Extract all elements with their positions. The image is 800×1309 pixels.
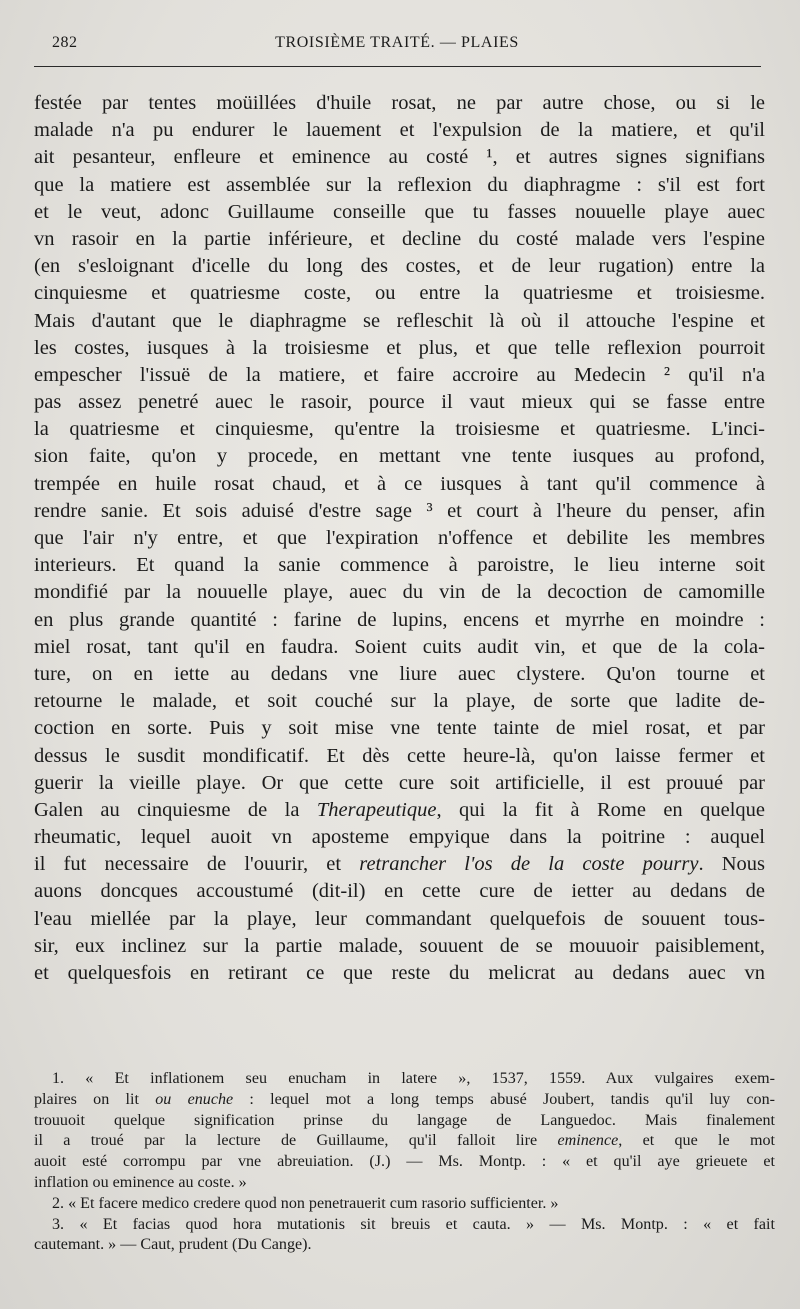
- text-line: [34, 851, 765, 878]
- text-fragment: , et que le mot: [618, 1132, 775, 1150]
- text-line: la quatriesme et cinquiesme, qu'entre la troisiesme et quatriesme. L'inci-: [34, 418, 765, 441]
- text-fragment: . Nous: [698, 853, 765, 876]
- quotation-italic: retrancher l'os de la coste pourry: [359, 853, 699, 876]
- text-fragment: plaires on lit: [34, 1090, 156, 1108]
- text-line: coction en sorte. Puis y soit mise vne tente tainte de miel rosat, et par: [34, 717, 765, 740]
- text-line: que la matiere est assemblée sur la reflexion du diaphragme : s'il est fort: [34, 173, 765, 196]
- running-title: TROISIÈME TRAITÉ. — PLAIES: [275, 34, 519, 51]
- page-header: [34, 34, 760, 56]
- footnote-line: [34, 1131, 775, 1152]
- text-line: pas assez penetré auec le rasoir, pource il vaut mieux qui se fasse entre: [34, 391, 765, 414]
- text-line: et le veut, adonc Guillaume conseille que tu fasses nouuelle playe auec: [34, 200, 765, 223]
- text-line: miel rosat, tant qu'il en faudra. Soient cuits audit vin, et que de la cola-: [34, 635, 765, 658]
- footnote-line: auoit esté corrompu par vne abreuiation. (J.) — Ms. Montp. : « et qu'il aye grieuete et: [34, 1153, 775, 1171]
- header-rule: [34, 66, 761, 67]
- text-line: retourne le malade, et soit couché sur la playe, de sorte que ladite de-: [34, 690, 765, 713]
- footnote-1: 1. « Et inflationem seu enucham in latere », 1537, 1559. Aux vulgaires exem-: [52, 1070, 775, 1087]
- text-line: rheumatic, lequel auoit vn aposteme empyique dans la poitrine : auquel: [34, 826, 765, 849]
- text-line: et quelquesfois en retirant ce que reste du melicrat au dedans auec vn: [34, 962, 765, 984]
- footnote-line: inflation ou eminence au coste. »: [34, 1173, 247, 1191]
- body-text: [34, 90, 765, 987]
- page-number: 282: [52, 34, 78, 51]
- text-line: [34, 797, 765, 824]
- text-line: mondifié par la nouuelle playe, auec du vin de la decoction de camomille: [34, 581, 765, 604]
- book-title-italic: Therapeutique: [316, 798, 437, 821]
- text-fragment: Galen au cinquiesme de la: [34, 798, 317, 821]
- text-line: sion faite, qu'on y procede, en mettant vne tente iusques au profond,: [34, 445, 765, 468]
- text-line: empescher l'issuë de la matiere, et faire accroire au Medecin ² qu'il n'a: [34, 363, 765, 386]
- text-line: (en s'esloignant d'icelle du long des costes, et de leur rugation) entre la: [34, 255, 765, 278]
- text-line: en plus grande quantité : farine de lupins, encens et myrrhe en moindre :: [34, 608, 765, 631]
- text-line: guerir la vieille playe. Or que cette cure soit artificielle, il est prouué par: [34, 771, 765, 794]
- text-line: malade n'a pu endurer le lauement et l'expulsion de la matiere, et qu'il: [34, 119, 765, 142]
- text-line: festée par tentes moüillées d'huile rosat, ne par autre chose, ou si le: [34, 92, 765, 114]
- footnote-line: [34, 1090, 775, 1111]
- text-line: trempée en huile rosat chaud, et à ce iusques à tant qu'il commence à: [34, 472, 765, 495]
- text-line: interieurs. Et quand la sanie commence à paroistre, le lieu interne soit: [34, 554, 765, 577]
- text-line: dessus le susdit mondificatif. Et dès cette heure-là, qu'on laisse fermer et: [34, 744, 765, 767]
- footnote-line: trouuoit quelque signification prinse du langage de Languedoc. Mais finalement: [34, 1111, 775, 1129]
- text-line: que l'air n'y entre, et que l'expiration n'offence et debilite les membres: [34, 527, 765, 549]
- text-line: ture, on en iette au dedans vne liure auec clystere. Qu'on tourne et: [34, 662, 765, 685]
- footnote-line: cautemant. » — Caut, prudent (Du Cange).: [34, 1236, 312, 1254]
- text-line: Mais d'autant que le diaphragme se refleschit là où il attouche l'espine et: [34, 309, 765, 332]
- text-fragment: il a troué par la lecture de Guillaume, qu'il falloit lire: [34, 1132, 558, 1150]
- text-line: rendre sanie. Et sois aduisé d'estre sage ³ et court à l'heure du penser, afin: [34, 499, 765, 522]
- text-fragment: : lequel mot a long temps abusé Joubert, tandis qu'il luy con-: [233, 1090, 775, 1108]
- term-italic: ou enuche: [155, 1090, 234, 1108]
- footnote-3: 3. « Et facias quod hora mutationis sit breuis et cauta. » — Ms. Montp. : « et fait: [52, 1215, 775, 1233]
- text-line: les costes, iusques à la troisiesme et plus, et que telle reflexion pourroit: [34, 336, 765, 359]
- text-line: sir, eux inclinez sur la partie malade, souuent de se mouuoir paisiblement,: [34, 934, 765, 957]
- text-fragment: , qui la fit à Rome en quelque: [436, 798, 765, 821]
- term-italic: eminence: [557, 1132, 619, 1150]
- text-line: auons doncques accoustumé (dit-il) en cette cure de ietter au dedans de: [34, 880, 765, 903]
- text-line: vn rasoir en la partie inférieure, et decline du costé malade vers l'espine: [34, 227, 765, 250]
- text-fragment: il fut necessaire de l'ouurir, et: [34, 853, 360, 876]
- text-line: ait pesanteur, enfleure et eminence au costé ¹, et autres signes signifians: [34, 146, 765, 169]
- text-line: l'eau miellée par la playe, leur commandant quelquefois de souuent tous-: [34, 907, 765, 930]
- footnotes: [34, 1069, 775, 1256]
- footnote-2: 2. « Et facere medico credere quod non penetrauerit cum rasorio sufficienter. »: [52, 1194, 559, 1212]
- text-line: cinquiesme et quatriesme coste, ou entre la quatriesme et troisiesme.: [34, 282, 765, 305]
